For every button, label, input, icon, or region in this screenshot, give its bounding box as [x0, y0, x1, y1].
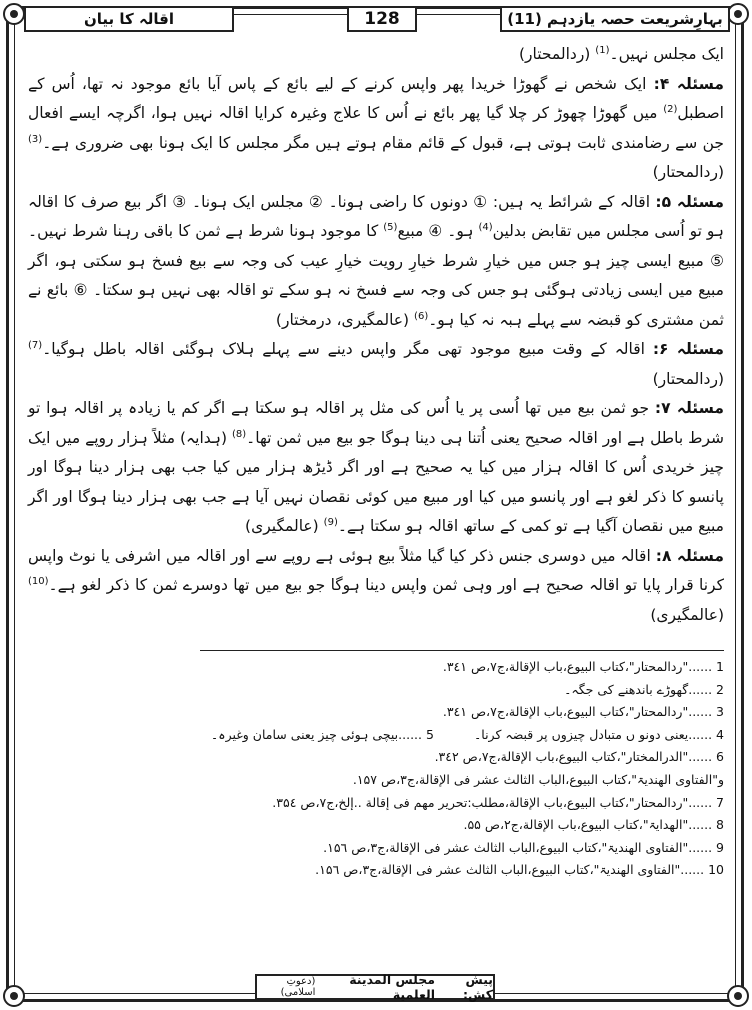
footnote-item: 4 ......یعنی دونو ں متبادل چیزوں پر قبضہ کرنا۔ [473, 726, 724, 742]
masala-7: مسئلہ ۷: جو ثمن بیع میں تھا اُسی پر یا اُس کی مثل پر اقالہ ہو سکتا ہے اگر کم یا زیادہ پر اقالہ ہوا تو شرط باطل ہے اور اقالہ صحیح یعنی اُتنا ہی دینا ہوگا جو بیع میں ثمن تھا۔$^{(8)}$ (ہدایہ) مثلاً ہزار روپے میں ایک چیز خریدی اُس کا اقالہ ہزار میں کیا یہ صحیح ہے اور اگر ڈیڑھ ہزار میں کیا جب بھی ہزار دینا ہوگا اور پانسو کا ذکر لغو ہے اور پانسو میں کیا اور مبیع میں کوئی نقصان نہیں آیا ہے جب بھی ہزار دینا ہوگا اور اگر مبیع میں نقصان آگیا ہے تو کمی کے ساتھ اقالہ ہو سکتا ہے۔$^{(9)}$ (عالمگیری) [28, 399, 724, 535]
footnote-item: 5 ......بیچی ہوئی چیز یعنی سامان وغیرہ۔ [210, 726, 434, 742]
masala-label: مسئلہ ۶: [652, 340, 724, 358]
footnote-ref: (8) [231, 428, 247, 440]
source-citation: (ردالمحتار) [652, 369, 724, 388]
presented-by-label: پیش کش: [463, 972, 493, 1002]
footnote-ref: (3) [28, 133, 43, 145]
main-text [28, 40, 724, 630]
book-title: بہارِشریعت حصہ یازدہم (11) [500, 6, 730, 32]
footnote-item: 2 ......گھوڑے باندھنے کی جگہ۔ [564, 681, 724, 697]
source-citation: (ردالمحتار) [518, 45, 591, 63]
masala-label: مسئلہ ۷: [654, 399, 724, 417]
source-citation: (عالمگیری) [245, 517, 319, 535]
masala-8: مسئلہ ۸: اقالہ میں دوسری جنس ذکر کیا گیا مثلاً بیع ہوئی ہے روپے سے اور اقالہ میں اشرفی یا نوٹ واپس کرنا قرار پایا تو اقالہ صحیح ہے اور وہی ثمن واپس دینا ہوگا جو بیع میں تھا دوسرے ثمن کا ذکر لغو ہے۔$^{(10)}$ (عالمگیری) [28, 546, 724, 624]
footnote-item: 8 ......"الھدایۃ"،کتاب البیوع،باب الإقالة،ج۲،ص ۵۵. [463, 817, 724, 833]
masala-label: مسئلہ ۴: [653, 74, 724, 93]
chapter-title: اقالہ کا بیان [24, 6, 234, 32]
page-number: 128 [347, 6, 417, 32]
footnotes [28, 656, 724, 966]
footnote-item: 6 ......"الدرالمختار"،کتاب البیوع،باب الإقالة،ج۷،ص ۳٤۲. [434, 749, 724, 765]
footnote-item: 10 ......"الفتاوی الھندیۃ"،کتاب البیوع،الباب الثالث عشر فی الإقالة،ج۳،ص ۱۵٦. [315, 862, 724, 878]
source-citation: (عالمگیری) [650, 605, 724, 624]
footnote-ref: (10) [28, 575, 49, 587]
footnote-item: 3 ......"ردالمحتار"،کتاب البیوع،باب الإقالة،ج۷،ص ۳٤۱. [442, 704, 724, 720]
footnote-ref: (6) [414, 310, 429, 322]
corner-ornament [727, 985, 749, 1007]
corner-ornament [727, 3, 749, 25]
paragraph-continued: ایک مجلس نہیں۔$^{(1)}$ (ردالمحتار) [518, 44, 724, 63]
publisher-note: (دعوتِ اسلامی) [280, 976, 316, 998]
masala-label: مسئلہ ۵: [655, 192, 724, 211]
footnote-item: و"الفتاوی الھندیۃ"،کتاب البیوع،الباب الثالث عشر فی الإقالة،ج۳،ص ۱۵۷. [352, 771, 724, 787]
masala-5: مسئلہ ۵: اقالہ کے شرائط یہ ہیں: ① دونوں کا راضی ہونا۔ ② مجلس ایک ہونا۔ ③ اگر بیع صرف کا اقالہ ہو تو اُسی مجلس میں تقابض بدلین$^{(4)}$ ہو۔ ④ مبیع$^{(5)}$ کا موجود ہونا شرط ہے ثمن کا باقی رہنا شرط نہیں۔ ⑤ مبیع ایسی چیز ہو جس میں خیارِ شرط خیارِ رویت خیارِ عیب کی وجہ سے بیع فسخ ہو سکتی ہو، اگر مبیع میں ایسی زیادتی ہوگئی ہو جس کی وجہ سے فسخ نہ ہو سکے تو اقالہ بھی نہیں ہو سکتا۔ ⑥ بائع نے ثمن مشتری کو قبضہ سے پہلے ہبہ نہ کیا ہو۔$^{(6)}$ (عالمگیری، درمختار) [28, 192, 725, 329]
page-header [22, 6, 730, 34]
footnote-ref: (7) [28, 339, 43, 351]
footnote-item: 9 ......"الفتاوی الھندیۃ"،کتاب البیوع،الباب الثالث عشر فی الإقالة،ج۳،ص ۱۵٦. [323, 839, 724, 855]
masala-4: مسئلہ ۴: ایک شخص نے گھوڑا خریدا پھر واپس کرنے کے لیے بائع کے پاس آیا بائع موجود نہ تھا، اُس کے اصطبل$^{(2)}$ میں گھوڑا چھوڑ کر چلا گیا پھر بائع نے اُس کا علاج وغیرہ کرایا اقالہ نہیں ہوا، اگرچہ ایسے افعال جن سے رضامندی ثابت ہوتی ہے، قبول کے قائم مقام ہوتے ہیں مگر مجلس کا ایک ہونا بھی ضروری ہے۔$^{(3)}$ (ردالمحتار) [28, 74, 724, 181]
footnote-ref: (2) [663, 103, 678, 115]
footnote-ref: (5) [383, 221, 398, 233]
footnote-pair [28, 724, 724, 747]
footnote-item: 1 ......"ردالمحتار"،کتاب البیوع،باب الإقالة،ج۷،ص ۳٤۱. [442, 659, 724, 674]
source-citation: (عالمگیری، درمختار) [275, 310, 410, 329]
publisher-name: مجلس المدينة العلمية [349, 972, 436, 1002]
footnote-ref: (4) [478, 221, 493, 233]
masala-label: مسئلہ ۸: [655, 546, 724, 565]
footnote-ref: (9) [323, 516, 338, 528]
footnote-ref: (1) [595, 44, 610, 56]
corner-ornament [3, 985, 25, 1007]
footnote-item: 7 ......"ردالمحتار"،کتاب البیوع،باب الإقالة،مطلب:تحریر مھم فی إقالة ..إلخ،ج۷،ص ۳۵٤. [272, 794, 724, 810]
masala-6: مسئلہ ۶: اقالہ کے وقت مبیع موجود تھی مگر واپس دینے سے پہلے ہلاک ہوگئی اقالہ باطل ہوگیا۔$^{(7)}$ (ردالمحتار) [28, 339, 724, 388]
source-citation: (ردالمحتار) [652, 163, 724, 181]
publisher-bar [255, 974, 495, 1000]
footnote-separator [200, 650, 724, 651]
